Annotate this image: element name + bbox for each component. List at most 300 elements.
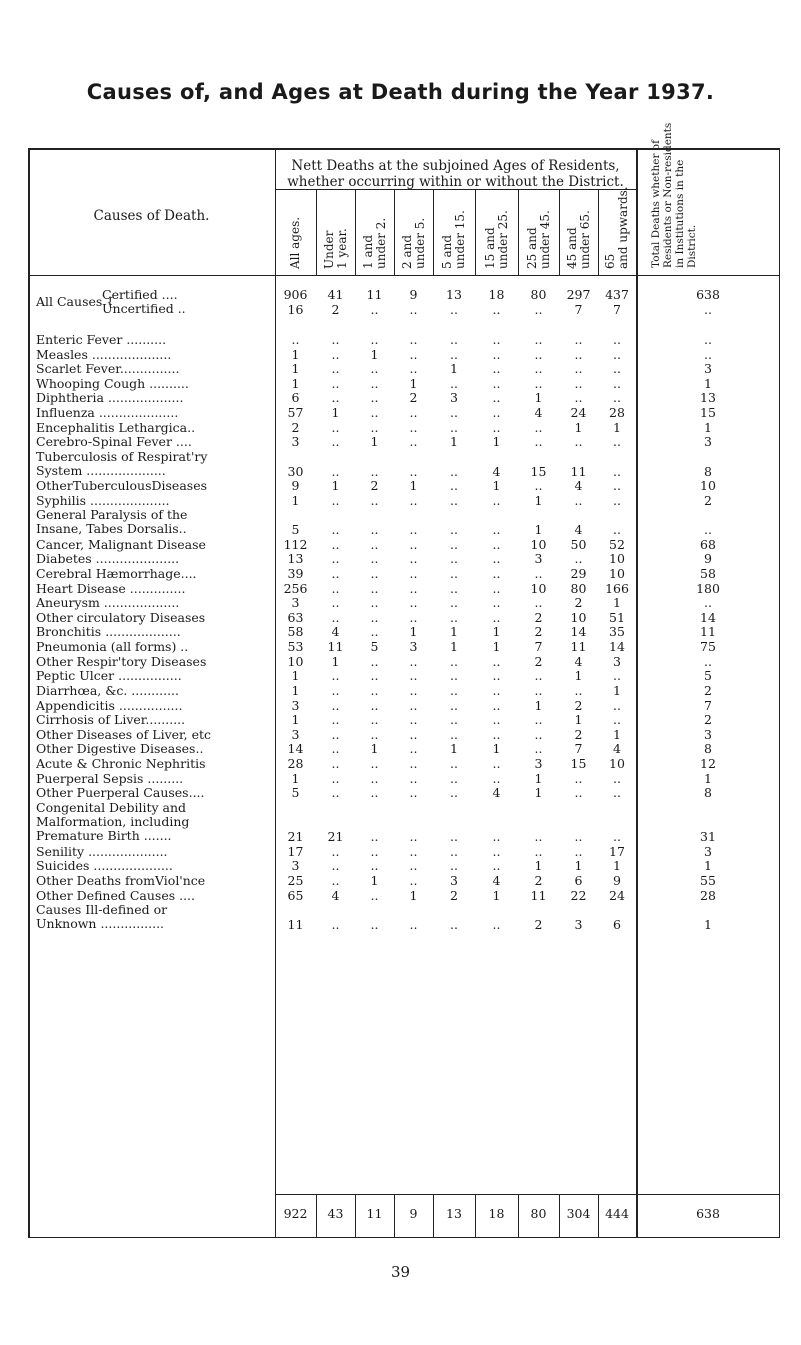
table-bottom-rule [28, 1237, 780, 1239]
row-16-c2: .. [370, 595, 379, 611]
row-19-c1: 11 [327, 639, 344, 655]
row-10-c4: .. [450, 492, 458, 508]
row-0-c2: .. [370, 332, 379, 347]
row-7-c8: .. [613, 434, 621, 450]
cause-row-14: Cerebral Hæmorrhage.... [36, 566, 197, 581]
row-1-c1: .. [331, 346, 340, 362]
row-3-c3: 1 [409, 375, 418, 391]
uncertified-row-c9: .. [704, 302, 712, 317]
row-6-c5: .. [492, 419, 501, 435]
row-5-c7: 24 [570, 405, 587, 421]
cause-row-13: Diabetes ..................... [36, 552, 180, 567]
row-11-c5: .. [492, 522, 501, 538]
row-26-c9: 8 [704, 741, 712, 757]
row-0-c4: .. [450, 332, 458, 347]
row-26-c4: 1 [450, 741, 458, 757]
cause-row-21: Peptic Ulcer ................ [36, 669, 182, 684]
row-20-c9: .. [704, 653, 712, 669]
row-29-c0: 5 [291, 785, 300, 801]
row-23-c4: .. [450, 697, 458, 713]
row-5-c3: .. [409, 405, 418, 421]
row-8-c1: .. [331, 463, 340, 479]
row-5-c9: 15 [700, 405, 716, 421]
row-1-c6: .. [534, 346, 543, 362]
row-24-c6: .. [534, 712, 543, 728]
row-2-c5: .. [492, 361, 501, 377]
row-13-c8: 10 [609, 551, 625, 567]
row-32-c1: .. [331, 858, 340, 874]
row-13-c3: .. [409, 551, 418, 567]
row-32-c9: 1 [704, 858, 712, 874]
row-27-c2: .. [370, 755, 379, 771]
mortality-table [28, 122, 780, 1238]
cause-row-8: Tuberculosis of Respirat'ry System .................... [36, 449, 208, 478]
causes-header: Causes of Death. [93, 208, 210, 224]
row-29-c1: .. [331, 785, 340, 801]
row-3-c5: .. [492, 375, 501, 391]
row-1-c3: .. [409, 346, 418, 362]
row-24-c8: .. [613, 712, 621, 728]
row-9-c1: 1 [331, 478, 340, 494]
row-17-c3: .. [409, 609, 418, 625]
row-11-c9: .. [704, 522, 712, 538]
row-33-c6: 2 [534, 872, 543, 888]
row-26-c7: 7 [574, 741, 583, 757]
row-21-c8: .. [613, 668, 621, 684]
row-14-c6: .. [534, 565, 543, 581]
row-27-c0: 28 [287, 755, 304, 771]
row-19-c6: 7 [534, 639, 543, 655]
cause-row-34: Other Defined Causes .... [36, 888, 196, 903]
row-12-c6: 10 [530, 536, 547, 552]
row-13-c9: 9 [704, 551, 712, 567]
row-24-c3: .. [409, 712, 418, 728]
row-15-c5: .. [492, 580, 501, 596]
row-22-c9: 2 [704, 682, 712, 698]
row-9-c5: 1 [492, 478, 501, 494]
row-12-c7: 50 [570, 536, 587, 552]
row-29-c7: .. [574, 785, 583, 801]
row-32-c4: .. [450, 858, 458, 874]
row-34-c6: 11 [530, 887, 547, 903]
total-column-label: Total Deaths whether of Residents or Non-residents in Institutions in the District. [650, 122, 698, 268]
row-14-c2: .. [370, 565, 379, 581]
age-col-rule [518, 189, 519, 275]
row-28-c8: .. [613, 770, 621, 786]
row-7-c2: 1 [370, 434, 379, 450]
row-22-c0: 1 [291, 682, 300, 698]
row-7-c9: 3 [704, 434, 712, 450]
row-0-c3: .. [409, 332, 418, 347]
row-21-c5: .. [492, 668, 501, 684]
row-18-c1: 4 [331, 624, 340, 640]
row-5-c2: .. [370, 405, 379, 421]
row-31-c4: .. [450, 843, 458, 859]
row-33-c5: 4 [492, 872, 501, 888]
row-15-c7: 80 [570, 580, 587, 596]
row-31-c6: .. [534, 843, 543, 859]
row-26-c2: 1 [370, 741, 379, 757]
row-27-c6: 3 [534, 755, 543, 771]
row-21-c3: .. [409, 668, 418, 684]
cause-row-15: Heart Disease .............. [36, 581, 186, 596]
row-17-c9: 14 [700, 609, 716, 625]
row-27-c4: .. [450, 755, 458, 771]
row-13-c4: .. [450, 551, 458, 567]
row-16-c9: .. [704, 595, 712, 611]
age-col-rule [355, 189, 356, 275]
row-35-c6: 2 [534, 916, 543, 932]
row-24-c9: 2 [704, 712, 712, 728]
all-causes-label: All Causes { Certified .... Uncertified .. [36, 287, 186, 316]
cause-row-22: Diarrhœa, &c. ............ [36, 683, 179, 698]
row-16-c0: 3 [291, 595, 300, 611]
row-14-c8: 10 [609, 565, 625, 581]
row-30-c7: .. [574, 829, 583, 845]
row-8-c6: 15 [530, 463, 547, 479]
age-col-rule [433, 189, 434, 275]
row-26-c1: .. [331, 741, 340, 757]
row-18-c5: 1 [492, 624, 501, 640]
column-label-0: All ages. [288, 216, 302, 269]
row-1-c9: .. [704, 346, 712, 362]
row-9-c4: .. [450, 478, 458, 494]
row-33-c0: 25 [287, 872, 304, 888]
row-30-c6: .. [534, 829, 543, 845]
uncertified-row-c0: 16 [287, 302, 304, 317]
row-19-c8: 14 [609, 639, 625, 655]
row-18-c3: 1 [409, 624, 418, 640]
row-18-c8: 35 [609, 624, 625, 640]
row-33-c9: 55 [700, 872, 716, 888]
row-0-c5: .. [492, 332, 501, 347]
row-31-c7: .. [574, 843, 583, 859]
row-19-c3: 3 [409, 639, 418, 655]
page-title: Causes of, and Ages at Death during the Year 1937. [86, 80, 715, 104]
certified-row-c3: 9 [409, 287, 418, 302]
row-35-c2: .. [370, 916, 379, 932]
row-24-c7: 1 [574, 712, 583, 728]
row-15-c2: .. [370, 580, 379, 596]
row-19-c5: 1 [492, 639, 501, 655]
uncertified-row-c4: .. [450, 302, 458, 317]
row-18-c4: 1 [450, 624, 458, 640]
row-32-c6: 1 [534, 858, 543, 874]
row-0-c6: .. [534, 332, 543, 347]
age-col-rule [316, 189, 317, 275]
row-25-c7: 2 [574, 726, 583, 742]
cause-row-26: Other Digestive Diseases.. [36, 742, 204, 757]
row-25-c6: .. [534, 726, 543, 742]
age-col-rule [394, 189, 395, 275]
row-13-c7: .. [574, 551, 583, 567]
row-14-c3: .. [409, 565, 418, 581]
row-30-c5: .. [492, 829, 501, 845]
column-label-1: Under 1 year. [321, 228, 349, 269]
row-12-c8: 52 [609, 536, 625, 552]
row-1-c8: .. [613, 346, 621, 362]
row-16-c5: .. [492, 595, 501, 611]
row-17-c4: .. [450, 609, 458, 625]
row-18-c0: 58 [287, 624, 304, 640]
row-33-c4: 3 [450, 872, 458, 888]
row-9-c3: 1 [409, 478, 418, 494]
row-0-c9: .. [704, 332, 712, 347]
row-2-c8: .. [613, 361, 621, 377]
row-35-c5: .. [492, 916, 501, 932]
row-31-c9: 3 [704, 843, 712, 859]
row-23-c3: .. [409, 697, 418, 713]
row-23-c1: .. [331, 697, 340, 713]
cause-row-20: Other Respir'tory Diseases [36, 654, 207, 669]
row-23-c7: 2 [574, 697, 583, 713]
cause-row-35: Causes Ill-defined or Unknown ................ [36, 903, 168, 932]
row-9-c8: .. [613, 478, 621, 494]
certified-row-c6: 80 [530, 287, 547, 302]
row-8-c2: .. [370, 463, 379, 479]
totals-rule [275, 1194, 780, 1195]
row-21-c2: .. [370, 668, 379, 684]
row-14-c9: 58 [700, 565, 716, 581]
row-32-c8: 1 [613, 858, 621, 874]
row-24-c1: .. [331, 712, 340, 728]
row-6-c4: .. [450, 419, 458, 435]
cause-row-9: OtherTuberculousDiseases [36, 479, 208, 494]
row-22-c7: .. [574, 682, 583, 698]
row-33-c8: 9 [613, 872, 621, 888]
row-14-c5: .. [492, 565, 501, 581]
row-32-c5: .. [492, 858, 501, 874]
cause-row-5: Influenza .................... [36, 406, 179, 421]
row-16-c1: .. [331, 595, 340, 611]
certified-row-c2: 11 [366, 287, 383, 302]
row-22-c6: .. [534, 682, 543, 698]
row-22-c3: .. [409, 682, 418, 698]
row-16-c4: .. [450, 595, 458, 611]
cause-row-12: Cancer, Malignant Disease [36, 537, 206, 552]
row-18-c2: .. [370, 624, 379, 640]
row-20-c1: 1 [331, 653, 340, 669]
row-16-c6: .. [534, 595, 543, 611]
certified-row-c8: 437 [605, 287, 629, 302]
row-6-c3: .. [409, 419, 418, 435]
row-35-c8: 6 [613, 916, 621, 932]
row-19-c9: 75 [700, 639, 716, 655]
row-7-c1: .. [331, 434, 340, 450]
row-3-c4: .. [450, 375, 458, 391]
row-16-c3: .. [409, 595, 418, 611]
row-29-c6: 1 [534, 785, 543, 801]
row-2-c7: .. [574, 361, 583, 377]
cause-row-0: Enteric Fever .......... [36, 333, 167, 347]
uncertified-row-c8: 7 [613, 302, 621, 317]
totals-row-c0: 922 [283, 1206, 308, 1221]
cause-row-1: Measles .................... [36, 347, 172, 362]
row-10-c0: 1 [291, 492, 300, 508]
row-15-c6: 10 [530, 580, 547, 596]
row-24-c2: .. [370, 712, 379, 728]
row-30-c0: 21 [287, 829, 304, 845]
row-30-c8: .. [613, 829, 621, 845]
row-1-c7: .. [574, 346, 583, 362]
cause-row-6: Encephalitis Lethargica.. [36, 420, 196, 435]
column-label-8: 65 and upwards. [603, 186, 630, 269]
row-5-c0: 57 [287, 405, 304, 421]
row-12-c5: .. [492, 536, 501, 552]
row-34-c3: 1 [409, 887, 418, 903]
uncertified-row-c2: .. [370, 302, 379, 317]
row-14-c0: 39 [287, 565, 304, 581]
row-1-c0: 1 [291, 346, 300, 362]
age-col-rule [475, 189, 476, 275]
row-29-c8: .. [613, 785, 621, 801]
row-28-c0: 1 [291, 770, 300, 786]
row-30-c1: 21 [327, 829, 344, 845]
row-25-c4: .. [450, 726, 458, 742]
row-8-c4: .. [450, 463, 458, 479]
cause-row-30: Congenital Debility and Malformation, including Premature Birth ....... [36, 800, 190, 843]
row-24-c5: .. [492, 712, 501, 728]
row-3-c9: 1 [704, 375, 712, 391]
cause-row-17: Other circulatory Diseases [36, 610, 206, 625]
row-12-c2: .. [370, 536, 379, 552]
row-17-c0: 63 [287, 609, 304, 625]
cause-row-23: Appendicitis ................ [36, 698, 183, 713]
row-3-c2: .. [370, 375, 379, 391]
totals-row-c6: 80 [530, 1206, 547, 1221]
row-3-c1: .. [331, 375, 340, 391]
row-32-c3: .. [409, 858, 418, 874]
row-4-c0: 6 [291, 390, 300, 406]
row-31-c2: .. [370, 843, 379, 859]
row-26-c8: 4 [613, 741, 621, 757]
row-16-c7: 2 [574, 595, 583, 611]
row-8-c0: 30 [287, 463, 304, 479]
row-0-c7: .. [574, 332, 583, 347]
row-2-c3: .. [409, 361, 418, 377]
cause-row-3: Whooping Cough .......... [36, 376, 189, 391]
row-21-c0: 1 [291, 668, 300, 684]
age-col-rule [598, 189, 599, 275]
row-5-c1: 1 [331, 405, 340, 421]
row-19-c2: 5 [370, 639, 379, 655]
row-27-c1: .. [331, 755, 340, 771]
row-2-c0: 1 [291, 361, 300, 377]
row-35-c3: .. [409, 916, 418, 932]
row-17-c5: .. [492, 609, 501, 625]
row-35-c0: 11 [287, 916, 304, 932]
row-10-c5: .. [492, 492, 501, 508]
row-27-c5: .. [492, 755, 501, 771]
row-33-c3: .. [409, 872, 418, 888]
row-28-c2: .. [370, 770, 379, 786]
uncertified-row-c6: .. [534, 302, 543, 317]
row-22-c2: .. [370, 682, 379, 698]
row-13-c1: .. [331, 551, 340, 567]
row-14-c7: 29 [570, 565, 587, 581]
row-34-c4: 2 [450, 887, 458, 903]
row-32-c7: 1 [574, 858, 583, 874]
row-28-c7: .. [574, 770, 583, 786]
row-7-c3: .. [409, 434, 418, 450]
uncertified-row-c1: 2 [331, 302, 340, 317]
row-28-c1: .. [331, 770, 340, 786]
row-6-c6: .. [534, 419, 543, 435]
row-31-c5: .. [492, 843, 501, 859]
row-21-c7: 1 [574, 668, 583, 684]
row-11-c8: .. [613, 522, 621, 538]
row-20-c3: .. [409, 653, 418, 669]
row-10-c9: 2 [704, 492, 712, 508]
certified-row-c4: 13 [446, 287, 462, 302]
row-6-c2: .. [370, 419, 379, 435]
row-21-c9: 5 [704, 668, 712, 684]
row-9-c0: 9 [291, 478, 300, 494]
row-18-c7: 14 [570, 624, 587, 640]
header-rule [28, 275, 780, 276]
row-11-c7: 4 [574, 522, 583, 538]
row-29-c2: .. [370, 785, 379, 801]
row-28-c5: .. [492, 770, 501, 786]
row-8-c3: .. [409, 463, 418, 479]
row-23-c6: 1 [534, 697, 543, 713]
row-4-c4: 3 [450, 390, 458, 406]
cause-row-19: Pneumonia (all forms) .. [36, 640, 189, 655]
row-34-c2: .. [370, 887, 379, 903]
row-34-c5: 1 [492, 887, 501, 903]
row-4-c5: .. [492, 390, 501, 406]
row-23-c9: 7 [704, 697, 712, 713]
row-20-c8: 3 [613, 653, 621, 669]
row-9-c9: 10 [700, 478, 716, 494]
table-left-rule [28, 148, 30, 1238]
row-34-c8: 24 [609, 887, 625, 903]
row-13-c2: .. [370, 551, 379, 567]
row-20-c7: 4 [574, 653, 583, 669]
row-4-c8: .. [613, 390, 621, 406]
row-23-c0: 3 [291, 697, 300, 713]
row-30-c2: .. [370, 829, 379, 845]
row-19-c0: 53 [287, 639, 304, 655]
row-11-c0: 5 [291, 522, 300, 538]
row-18-c9: 11 [700, 624, 716, 640]
row-22-c5: .. [492, 682, 501, 698]
row-33-c1: .. [331, 872, 340, 888]
cause-row-4: Diphtheria ................... [36, 391, 184, 406]
row-23-c8: .. [613, 697, 621, 713]
row-23-c5: .. [492, 697, 501, 713]
row-24-c4: .. [450, 712, 458, 728]
row-2-c6: .. [534, 361, 543, 377]
row-34-c9: 28 [700, 887, 716, 903]
row-27-c8: 10 [609, 755, 625, 771]
row-25-c0: 3 [291, 726, 300, 742]
row-11-c1: .. [331, 522, 340, 538]
row-27-c9: 12 [700, 755, 716, 771]
row-25-c2: .. [370, 726, 379, 742]
column-label-7: 45 and under 65. [564, 210, 592, 269]
row-28-c3: .. [409, 770, 418, 786]
row-10-c3: .. [409, 492, 418, 508]
row-15-c8: 166 [605, 580, 629, 596]
uncertified-row-c7: 7 [574, 302, 583, 317]
row-4-c6: 1 [534, 390, 543, 406]
row-15-c4: .. [450, 580, 458, 596]
row-25-c8: 1 [613, 726, 621, 742]
row-17-c2: .. [370, 609, 379, 625]
row-7-c6: .. [534, 434, 543, 450]
row-21-c4: .. [450, 668, 458, 684]
